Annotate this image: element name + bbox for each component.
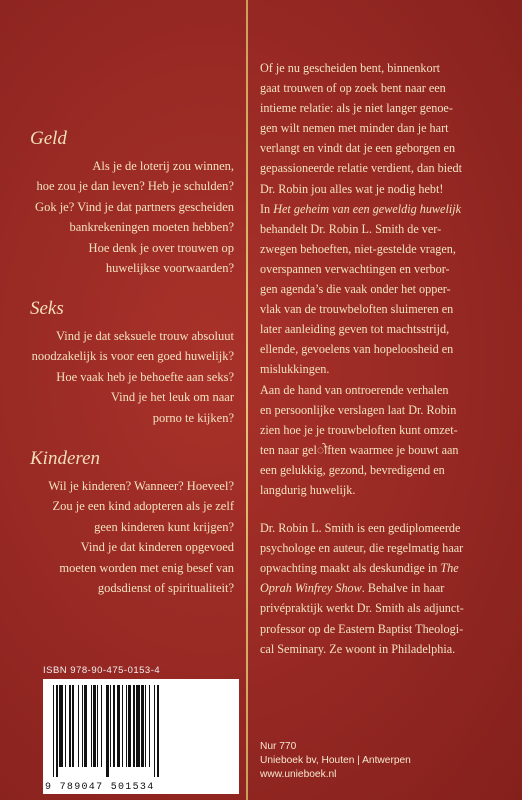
text-line: ten naar gelोften waarmee je bouwt aan [260,442,459,457]
text-line: langdurig huwelijk. [260,482,356,497]
text-line: vlak van de trouwbeloften sluimeren en [260,302,454,317]
barcode-bar [93,685,96,767]
text-line: intieme relatie: als je niet langer genoe- [260,101,453,116]
text-line: Aan de hand van ontroerende verhalen [260,382,449,397]
barcode-bar [101,685,102,767]
question-line: Vind je dat seksuele trouw absoluut [55,329,234,343]
barcode-bar [113,685,116,767]
text-line: gepassioneerde relatie verdient, dan biedt [260,161,463,176]
barcode-bar [78,685,79,767]
question-line: godsdienst of spiritualiteit? [97,581,234,596]
question-line: bankrekeningen moeten hebben? [69,220,234,235]
question-line: Vind je het leuk om naar [110,390,234,405]
text-line: zwegen behoeften, niet-gestelde vragen, [260,241,456,256]
text-line: ellende, gevoelens van hopeloosheid en [260,342,454,357]
paragraph-stories [260,380,510,501]
section-seks [4,298,234,428]
question-line: Gok je? Vind je dat partners gescheiden [35,199,234,214]
barcode-bar [149,685,150,767]
barcode-bar [53,685,54,777]
text-fragment: . Behalve in haar [361,581,445,596]
barcode-bar [141,685,144,767]
section-kinderen [4,448,234,598]
text-line: verlangt en vindt dat je een geborgen en [260,141,456,156]
show-title-b: Oprah Winfrey Show [260,581,362,596]
barcode-bar [133,685,134,767]
barcode-bar [157,685,160,777]
barcode-bar [56,685,59,777]
barcode-bar [117,685,121,767]
text-line: en persoonlijke verslagen laat Dr. Robin [260,402,457,417]
barcode-bar [136,685,140,767]
isbn-label: ISBN 978-90-475-0153-4 [43,665,161,676]
question-line: porno te kijken? [152,410,234,425]
barcode [43,679,239,794]
paragraph-content [260,199,510,380]
text-line: later aanleiding geven tot machtsstrijd, [260,322,450,337]
text-line: overspannen verwachtingen en verbor- [260,261,450,276]
question-line: geen kinderen kunt krijgen? [94,519,234,534]
barcode-bar [91,685,92,767]
paragraph-author-bio [260,518,510,659]
section-heading: Geld [30,128,67,149]
barcode-bars [53,685,229,773]
barcode-bar [154,685,155,777]
text-line: zien hoe je je trouwbeloften kunt omzet- [260,422,458,437]
text-line: een gelukkig, gezond, bevredigend en [260,462,445,477]
barcode-bar [145,685,146,767]
barcode-bar [72,685,73,767]
text-line: mislukkingen. [260,362,330,377]
barcode-bar [97,685,98,767]
barcode-bar [59,685,63,767]
section-heading: Seks [30,298,64,319]
text-line: gen agenda’s die vaak onder het opper- [260,282,451,297]
barcode-bar [122,685,123,767]
question-line: Hoe vaak heb je behoefte aan seks? [56,369,234,384]
question-line: Wil je kinderen? Wanneer? Hoeveel? [48,479,234,493]
text-fragment: In [260,201,274,216]
publisher-name: Unieboek bv, Houten | Antwerpen [260,755,411,766]
section-geld [4,128,234,278]
show-title-a: The [440,561,459,576]
text-line: psychologe en auteur, die regelmatig haar [260,541,464,556]
text-line: cal Seminary. Ze woont in Philadelphia. [260,641,456,656]
gold-divider [246,0,248,800]
barcode-bar [69,685,72,767]
question-line: Zou je een kind adopteren als je zelf [52,499,234,514]
barcode-bar [106,685,109,777]
barcode-bar [65,685,66,767]
barcode-bar [126,685,127,767]
publisher-info [260,740,411,782]
text-line: Dr. Robin jou alles wat je nodig hebt! [260,181,444,196]
paragraph-intro [260,58,510,199]
description-column [260,58,510,659]
barcode-number: 9 789047 501534 [45,782,155,793]
text-line: Of je nu gescheiden bent, binnenkort [260,61,441,75]
text-line: behandelt Dr. Robin L. Smith de ver- [260,221,442,236]
barcode-bar [84,685,87,767]
question-line: huwelijkse voorwaarden? [105,261,234,276]
section-heading: Kinderen [30,448,101,469]
text-line: Dr. Robin L. Smith is een gediplomeerde [260,521,461,536]
text-line: gen wilt nemen met minder dan je hart [260,121,449,136]
nur-code: Nur 770 [260,741,297,752]
question-line: Vind je dat kinderen opgevoed [80,540,234,555]
question-line: Hoe denk je over trouwen op [88,240,234,255]
question-line: Als je de loterij zou winnen, [92,159,234,173]
publisher-url: www.unieboek.nl [260,769,337,780]
question-line: noodzakelijk is voor een goed huwelijk? [31,349,234,364]
book-title: Het geheim van een geweldig huwelijk [273,201,462,216]
text-fragment: opwachting maakt als deskundige in [260,561,441,576]
question-line: moeten worden met enig besef van [59,560,234,575]
barcode-bar [128,685,131,767]
barcode-bar [110,685,111,767]
text-line: privépraktijk werkt Dr. Smith als adjunct- [260,601,464,616]
text-line: professor op de Eastern Baptist Theologi- [260,621,464,636]
text-line: gaat trouwen of op zoek bent naar een [260,81,446,96]
question-line: hoe zou je dan leven? Heb je schulden? [36,179,234,194]
barcode-bar [82,685,83,767]
